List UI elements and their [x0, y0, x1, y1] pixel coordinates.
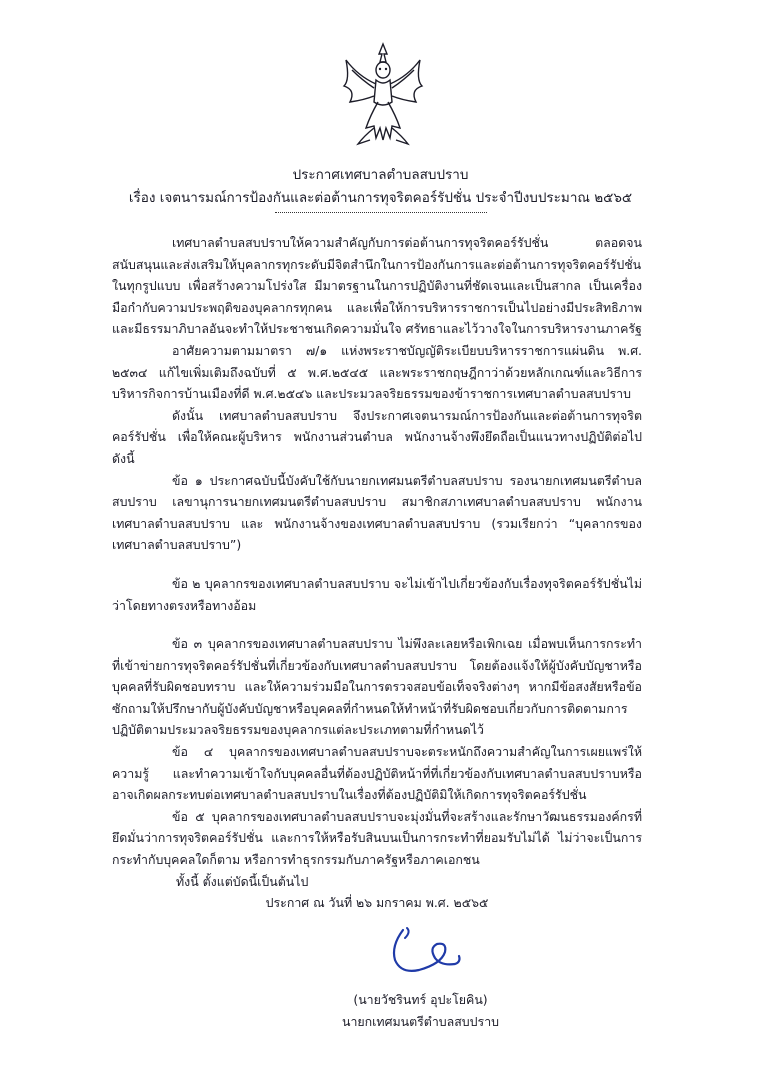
clause-4: ข้อ ๔ บุคลากรของเทศบาลตำบลสบปราบจะตระหนักถึงความสำคัญในการเผยแพร่ให้ความรู้ และทำความเข้าใจกับบุคคลอื่นที่ต้องปฏิบัติหน้าที่ที่เกี่ยวข้องกับเทศบาลตำบลสบปราบหรืออาจเกิดผลกระทบต่อเทศบาลตำบลสบปราบในเรื่องที่ต้องปฏิบัติมิให้เกิดการทุจริตคอร์รัปชั่น [112, 744, 642, 803]
signer-title: นายกเทศมนตรีตำบลสบปราบ [341, 1014, 500, 1029]
clause-1: ข้อ ๑ ประกาศฉบับนี้บังคับใช้กับนายกเทศมนตรีตำบลสบปราบ รองนายกเทศมนตรีตำบลสบปราบ เลขานุการนายกเทศมนตรีตำบลสบปราบ สมาชิกสภาเทศบาลตำบลสบปราบ พนักงานเทศบาลตำบลสบปราบ และ พนักงานจ้างของเทศบาลตำบลสบปราบ (รวมเรียกว่า “บุคลากรของเทศบาลตำบลสบปราบ”) [112, 472, 642, 553]
clause-3: ข้อ ๓ บุคลากรของเทศบาลตำบลสบปราบ ไม่พึงละเลยหรือเพิกเฉย เมื่อพบเห็นการกระทำที่เข้าข่ายการทุจริตคอร์รัปชั่นที่เกี่ยวข้องกับเทศบาลตำบลสบปราบ โดยต้องแจ้งให้ผู้บังคับบัญชาหรือบุคคลที่รับผิดชอบทราบ และให้ความร่วมมือในการตรวจสอบข้อเท็จจริงต่างๆ หากมีข้อสงสัยหรือข้อซักถามให้ปรึกษากับผู้บังคับบัญชาหรือบุคคลที่กำหนดให้ทำหน้าที่รับผิดชอบเกี่ยวกับการติดตามการปฏิบัติตามประมวลจริยธรรมของบุคลากรแต่ละประเภทตามที่กำหนดไว้ [112, 636, 642, 738]
title-divider [275, 212, 487, 213]
announcement-date: ประกาศ ณ วันที่ ๒๖ มกราคม พ.ศ. ๒๕๖๕ [265, 895, 489, 911]
garuda-emblem-icon [340, 40, 426, 150]
announcement-body [112, 232, 642, 914]
clause-2: ข้อ ๒ บุคลากรของเทศบาลตำบลสบปราบ จะไม่เข้าไปเกี่ยวข้องกับเรื่องทุจริตคอร์รัปชั่นไม่ว่าโดยทางตรงหรือทางอ้อม [112, 575, 642, 613]
paragraph-declaration: ดังนั้น เทศบาลตำบลสบปราบ จึงประกาศเจตนารมณ์การป้องกันและต่อต้านการทุจริตคอร์รัปชั่น เพื่อให้คณะผู้บริหาร พนักงานส่วนตำบล พนักงานจ้างพึงยึดถือเป็นแนวทางปฏิบัติต่อไป ดังนี้ [112, 407, 642, 466]
paragraph-legal-basis: อาศัยความตามมาตรา ๗/๑ แห่งพระราชบัญญัติระเบียบบริหารราชการแผ่นดิน พ.ศ. ๒๕๓๔ แก้ไขเพิ่มเติมถึงฉบับที่ ๕ พ.ศ.๒๕๔๕ และพระราชกฤษฎีกาว่าด้วยหลักเกณฑ์และวิธีการบริหารกิจการบ้านเมืองที่ดี พ.ศ.๒๕๔๖ และประมวลจริยธรรมของข้าราชการเทศบาลตำบลสบปราบ [112, 342, 642, 402]
signer-name: (นายวัชรินทร์ อุปะโยคิน) [353, 992, 488, 1007]
announcement-title: ประกาศเทศบาลตำบลสบปราบ [292, 167, 469, 183]
clause-5: ข้อ ๕ บุคลากรของเทศบาลตำบลสบปราบจะมุ่งมั่นที่จะสร้างและรักษาวัฒนธรรมองค์กรที่ยึดมั่นว่าการทุจริตคอร์รัปชั่น และการให้หรือรับสินบนเป็นการกระทำที่ยอมรับไม่ได้ ไม่ว่าจะเป็นการกระทำกับบุคคลใดก็ตาม หรือการทำธุรกรรมกับภาครัฐหรือภาคเอกชน [112, 808, 642, 868]
handwritten-signature-icon [385, 920, 465, 980]
closing-text: ทั้งนี้ ตั้งแต่บัดนี้เป็นต้นไป [176, 873, 309, 889]
announcement-subject: เรื่อง เจตนารมณ์การป้องกันและต่อต้านการทุจริตคอร์รัปชั่น ประจำปีงบประมาณ ๒๕๖๕ [128, 190, 633, 206]
paragraph-intro: เทศบาลตำบลสบปราบให้ความสำคัญกับการต่อต้านการทุจริตคอร์รัปชั่น ตลอดจนสนับสนุนและส่งเสริมให้บุคลากรทุกระดับมีจิตสำนึกในการป้องกันการและต่อต้านการทุจริตคอร์รัปชั่นในทุกรูปแบบ เพื่อสร้างความโปร่งใส มีมาตรฐานในการปฏิบัติงานที่ชัดเจนและเป็นสากล เป็นเครื่องมือกำกับความประพฤติของบุคลากรทุกคน และเพื่อให้การบริหารราชการเป็นไปอย่างมีประสิทธิภาพและมีธรรมาภิบาลอันจะทำให้ประชาชนเกิดความมั่นใจ ศรัทธาและไว้วางใจในการบริหารงานภาครัฐ [112, 235, 642, 337]
